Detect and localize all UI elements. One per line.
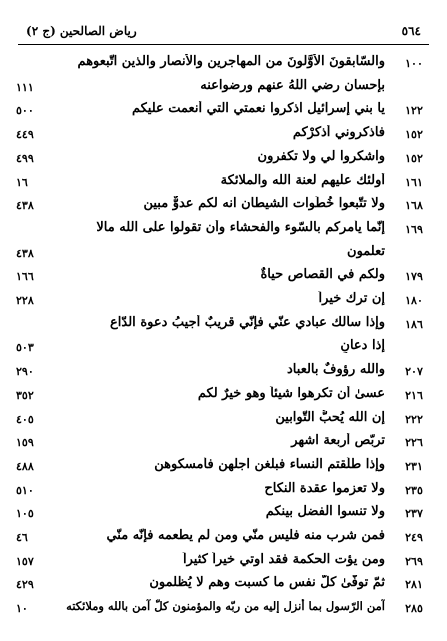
hadith-number: ١٠ bbox=[16, 602, 28, 616]
index-row bbox=[0, 598, 447, 620]
index-row bbox=[0, 456, 447, 478]
verse-text: ومن يؤت الحكمة فقد اوتي خيراً كثيراً bbox=[182, 551, 385, 567]
index-row bbox=[0, 243, 447, 265]
page-header bbox=[18, 22, 429, 45]
index-row bbox=[0, 290, 447, 312]
verse-text: إنّما يأمركم بالسّوء والفحشاء وأن تقولوا على الله مالا bbox=[96, 219, 385, 235]
verse-number: ٢١٦ bbox=[405, 388, 423, 402]
verse-text: ولا تعزموا عقدة النكاح bbox=[264, 480, 385, 496]
index-row bbox=[0, 432, 447, 454]
index-row bbox=[0, 480, 447, 502]
verse-number: ٢٢٢ bbox=[405, 412, 423, 426]
verse-number: ٢٨٥ bbox=[405, 602, 423, 616]
verse-number: ١٧٩ bbox=[405, 270, 423, 284]
hadith-number: ١٦٦ bbox=[16, 270, 34, 284]
verse-number: ١٨٠ bbox=[405, 294, 423, 307]
index-row bbox=[0, 266, 447, 288]
index-row bbox=[0, 337, 447, 359]
verse-number: ١٢٢ bbox=[405, 104, 423, 118]
verse-text: ولا تتّبعوا خُطُوات الشيطان انه لكم عدوٌّ مبين bbox=[143, 196, 385, 212]
hadith-number: ٣٥٢ bbox=[16, 388, 34, 402]
verse-text: إن الله يُحبُّ التّوابين bbox=[275, 409, 385, 425]
index-row bbox=[0, 124, 447, 146]
verse-number: ١٦٩ bbox=[405, 222, 423, 236]
verse-text: تربّص أربعة اشهر bbox=[291, 433, 385, 449]
index-row bbox=[0, 172, 447, 194]
verse-text: واشكروا لي ولا تكفرون bbox=[257, 148, 385, 164]
index-row bbox=[0, 551, 447, 573]
verse-text: فمن شرب منه فليس منّي ومن لم يطعمه فإنّه منّي bbox=[106, 528, 385, 543]
hadith-number: ٤٩٩ bbox=[16, 151, 34, 165]
hadith-number: ٤٦ bbox=[16, 531, 28, 544]
hadith-number: ١١١ bbox=[16, 80, 34, 94]
hadith-number: ٤٤٩ bbox=[16, 128, 34, 142]
verse-text: تعلمون bbox=[347, 243, 385, 259]
verse-number: ٢٠٧ bbox=[405, 365, 423, 379]
index-row bbox=[0, 385, 447, 407]
hadith-number: ٢٩٠ bbox=[16, 365, 34, 379]
verse-text: ولكم في القصاص حياةٌ bbox=[260, 267, 385, 283]
hadith-number: ٥٠٣ bbox=[16, 341, 34, 355]
verse-number: ١٨٦ bbox=[405, 317, 423, 331]
verse-number: ٢٢٦ bbox=[405, 436, 423, 450]
verse-number: ١٥٢ bbox=[405, 151, 423, 165]
index-row bbox=[0, 409, 447, 431]
page-number: ٥٦٤ bbox=[401, 24, 421, 38]
verse-text: فاذكروني أذكرْكم bbox=[292, 125, 385, 141]
verse-number: ٢٣٧ bbox=[405, 507, 423, 521]
index-row bbox=[0, 361, 447, 383]
verse-text: ثمّ توفّىٰ كلّ نفس ما كسبت وهم لا يُظلمون bbox=[149, 575, 385, 591]
hadith-number: ١٠٥ bbox=[16, 507, 34, 521]
verse-text: والله رؤوفٌ بالعباد bbox=[287, 362, 385, 378]
hadith-number: ٢٢٨ bbox=[16, 294, 34, 307]
verse-text: يا بني إسرائيل اذكروا نعمتي التي أنعمت عليكم bbox=[131, 101, 385, 117]
index-row bbox=[0, 53, 447, 75]
verse-text: وإذا طلّقتم النساء فبلغن اجلهن فأمسكوهن bbox=[154, 456, 385, 472]
verse-text: عسىٰ أن تكرهوا شيئاً وهو خيرٌ لكم bbox=[197, 385, 385, 401]
verse-text: أولئك عليهم لعنة الله والملائكة bbox=[220, 172, 385, 188]
verse-text: إن ترك خيراً bbox=[318, 291, 385, 306]
index-row bbox=[0, 148, 447, 170]
index-row bbox=[0, 100, 447, 122]
verse-number: ٢٣٥ bbox=[405, 483, 423, 497]
verse-text: والسّابقونَ الأوَّلونَ من المهاجرين والأنصار والذين اتّبعوهم bbox=[77, 54, 385, 69]
verse-number: ١٦٨ bbox=[405, 199, 423, 213]
index-row bbox=[0, 574, 447, 596]
verse-number: ١٠٠ bbox=[405, 57, 423, 70]
verse-number: ٢٤٩ bbox=[405, 531, 423, 544]
hadith-number: ١٥٩ bbox=[16, 436, 34, 450]
hadith-number: ٤٢٩ bbox=[16, 578, 34, 592]
hadith-number: ٥٠٠ bbox=[16, 104, 34, 118]
verse-text: ولا تنسوا الفضل بينكم bbox=[265, 504, 385, 520]
verse-text: آمن الرّسول بما أُنزل إليه من ربّه والمؤمنون كلٌّ آمن بالله وملائكته bbox=[66, 599, 385, 614]
hadith-number: ٤٣٨ bbox=[16, 246, 34, 260]
verse-text: بإحسان رضي اللهُ عنهم ورضواعنه bbox=[200, 77, 385, 93]
index-row bbox=[0, 195, 447, 217]
index-row bbox=[0, 314, 447, 336]
hadith-number: ١٦ bbox=[16, 175, 28, 189]
hadith-number: ٤٠٥ bbox=[16, 412, 34, 426]
index-row bbox=[0, 527, 447, 549]
index-row bbox=[0, 503, 447, 525]
index-row bbox=[0, 77, 447, 99]
hadith-number: ٤٣٨ bbox=[16, 199, 34, 213]
verse-text: إذا دعانِ bbox=[340, 338, 385, 354]
verse-number: ٢٨١ bbox=[405, 578, 423, 592]
running-title: رياض الصالحين (ج ٢) bbox=[26, 24, 137, 38]
verse-number: ٢٣١ bbox=[405, 459, 423, 473]
verse-text: وإذا سألك عبادي عنّي فإنّي قريبٌ أجيبُ دعوة الدّاع bbox=[110, 314, 385, 330]
index-row bbox=[0, 219, 447, 241]
hadith-number: ١٥٧ bbox=[16, 554, 34, 568]
verse-number: ٢٦٩ bbox=[405, 554, 423, 568]
verse-number: ١٥٢ bbox=[405, 128, 423, 142]
hadith-number: ٥١٠ bbox=[16, 483, 34, 497]
verse-number: ١٦١ bbox=[405, 175, 423, 189]
hadith-number: ٤٨٨ bbox=[16, 459, 34, 473]
